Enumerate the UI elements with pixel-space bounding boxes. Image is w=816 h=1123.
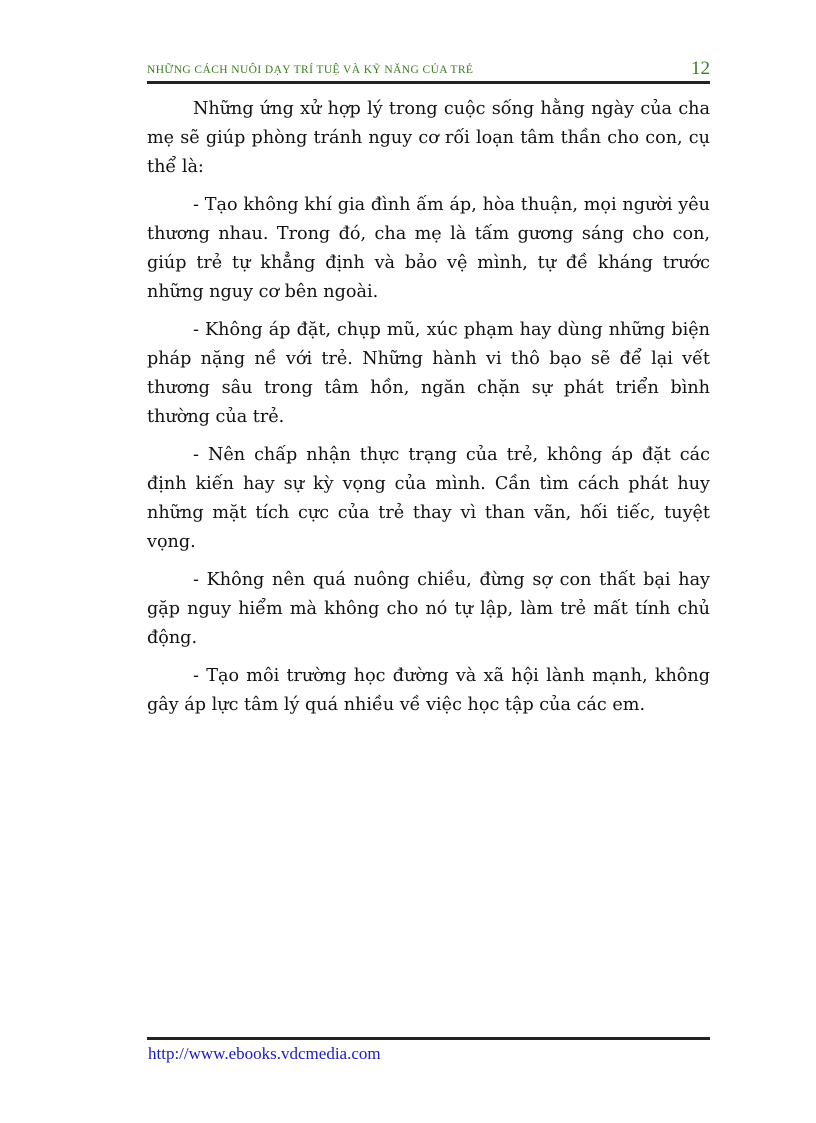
running-header-title: NHỮNG CÁCH NUÔI DẠY TRÍ TUỆ VÀ KỸ NĂNG CỦA TRẺ <box>147 64 474 76</box>
page-header <box>147 58 710 82</box>
footer-divider <box>147 1037 710 1040</box>
page-number: 12 <box>691 58 710 79</box>
paragraph-intro: Những ứng xử hợp lý trong cuộc sống hằng ngày của cha mẹ sẽ giúp phòng tránh nguy cơ rối loạn tâm thần cho con, cụ thể là: <box>147 99 710 177</box>
paragraph-bullet-2: - Không áp đặt, chụp mũ, xúc phạm hay dùng những biện pháp nặng nề với trẻ. Những hành vi thô bạo sẽ để lại vết thương sâu trong tâm hồn, ngăn chặn sự phát triển bình thường của trẻ. <box>147 320 710 427</box>
paragraph-bullet-5: - Tạo môi trường học đường và xã hội lành mạnh, không gây áp lực tâm lý quá nhiều về việc học tập của các em. <box>147 666 710 715</box>
header-divider <box>147 81 710 84</box>
paragraph-bullet-1: - Tạo không khí gia đình ấm áp, hòa thuận, mọi người yêu thương nhau. Trong đó, cha mẹ là tấm gương sáng cho con, giúp trẻ tự khẳng định và bảo vệ mình, tự đề kháng trước những nguy cơ bên ngoài. <box>147 195 710 302</box>
footer-website-link[interactable]: http://www.ebooks.vdcmedia.com <box>148 1044 381 1063</box>
paragraph-bullet-3: - Nên chấp nhận thực trạng của trẻ, không áp đặt các định kiến hay sự kỳ vọng của mình. Cần tìm cách phát huy những mặt tích cực của trẻ thay vì than vãn, hối tiếc, tuyệt vọng. <box>147 445 710 552</box>
body-text <box>147 95 710 729</box>
paragraph-bullet-4: - Không nên quá nuông chiều, đừng sợ con thất bại hay gặp nguy hiểm mà không cho nó tự lập, làm trẻ mất tính chủ động. <box>147 570 710 648</box>
